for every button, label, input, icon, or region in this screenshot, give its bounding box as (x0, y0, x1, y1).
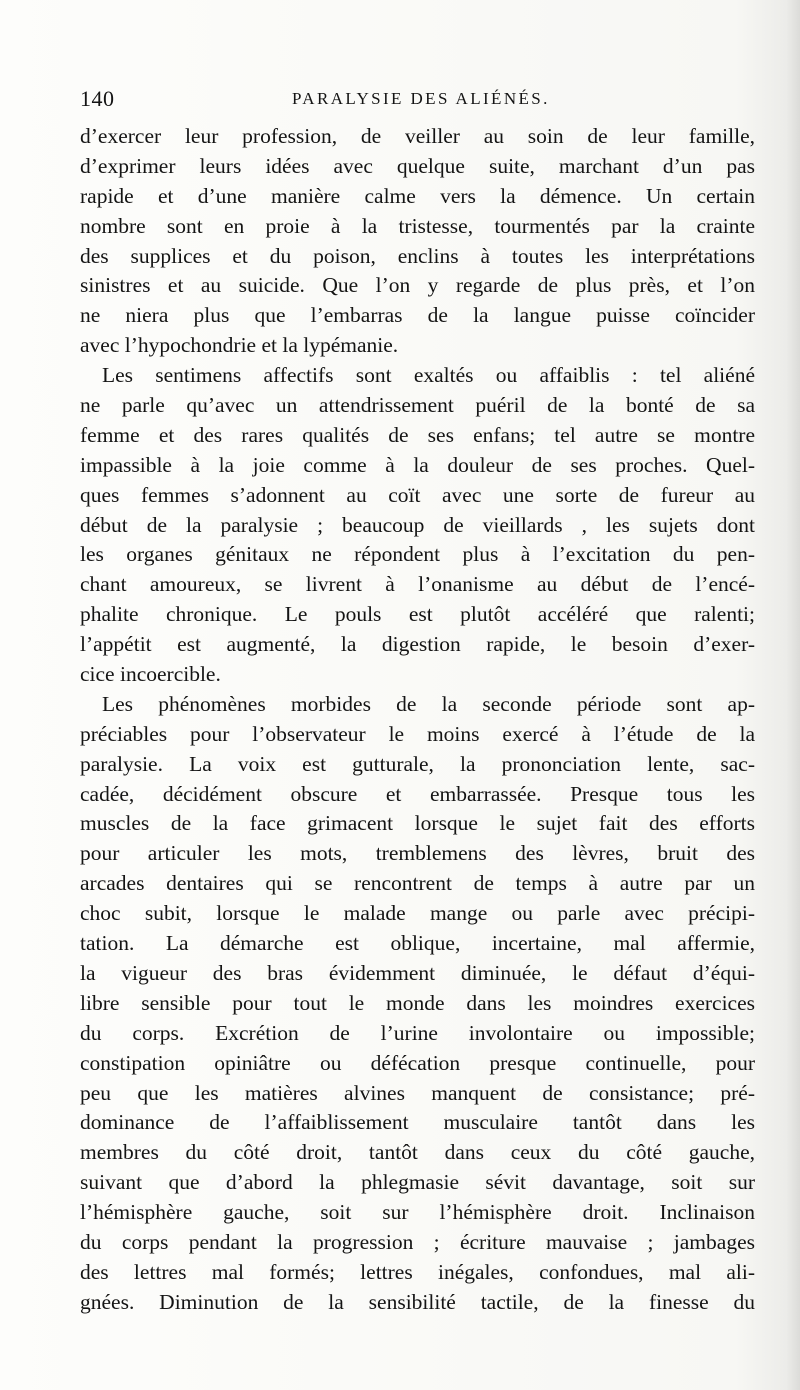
text-line: nombre sont en proie à la tristesse, tourmentés par la crainte (80, 213, 755, 238)
text-line: peu que les matières alvines manquent de consistance; pré- (80, 1080, 755, 1105)
text-line: arcades dentaires qui se rencontrent de temps à autre par un (80, 871, 755, 896)
text-line: femme et des rares qualités de ses enfans; tel autre se montre (80, 422, 755, 447)
text-line: constipation opiniâtre ou défécation presque continuelle, pour (80, 1050, 755, 1075)
text-line: d’exercer leur profession, de veiller au soin de leur famille, (80, 124, 755, 148)
text-line: les organes génitaux ne répondent plus à l’excitation du pen- (80, 542, 755, 567)
running-title: PARALYSIE DES ALIÉNÉS. (292, 89, 550, 108)
text-line: du corps pendant la progression ; écriture mauvaise ; jambages (80, 1229, 755, 1254)
text-line: phalite chronique. Le pouls est plutôt accéléré que ralenti; (80, 602, 755, 627)
text-line: du corps. Excrétion de l’urine involontaire ou impossible; (80, 1020, 755, 1045)
text-line: l’appétit est augmenté, la digestion rapide, le besoin d’exer- (80, 632, 755, 657)
text-line: impassible à la joie comme à la douleur de ses proches. Quel- (80, 452, 755, 477)
text-line: ne parle qu’avec un attendrissement puéril de la bonté de sa (80, 393, 755, 418)
text-line: l’hémisphère gauche, soit sur l’hémisphère droit. Inclinaison (80, 1200, 755, 1225)
text-line: pour articuler les mots, tremblemens des lèvres, bruit des (80, 841, 755, 866)
running-head (80, 86, 755, 114)
text-line: suivant que d’abord la phlegmasie sévit davantage, soit sur (80, 1170, 755, 1195)
text-line: d’exprimer leurs idées avec quelque suite, marchant d’un pas (80, 153, 755, 178)
body-text (80, 122, 755, 1318)
text-line: cadée, décidément obscure et embarrassée. Presque tous les (80, 781, 755, 806)
text-line: sinistres et au suicide. Que l’on y regarde de plus près, et l’on (80, 273, 755, 298)
text-line: chant amoureux, se livrent à l’onanisme au début de l’encé- (80, 572, 755, 597)
text-line: avec l’hypochondrie et la lypémanie. (80, 333, 399, 358)
paragraph-first-line: Les sentimens affectifs sont exaltés ou affaiblis : tel aliéné (102, 363, 755, 388)
text-line: muscles de la face grimacent lorsque le sujet fait des efforts (80, 811, 755, 836)
text-line: ne niera plus que l’embarras de la langue puisse coïncider (80, 303, 755, 328)
text-line: paralysie. La voix est gutturale, la prononciation lente, sac- (80, 751, 755, 776)
text-line: libre sensible pour tout le monde dans les moindres exercices (80, 990, 755, 1015)
text-line: des supplices et du poison, enclins à toutes les interprétations (80, 243, 755, 268)
text-line: gnées. Diminution de la sensibilité tactile, de la finesse du (80, 1289, 755, 1314)
text-line: dominance de l’affaiblissement musculaire tantôt dans les (80, 1110, 755, 1135)
page-number: 140 (80, 86, 115, 111)
text-line: cice incoercible. (80, 662, 221, 687)
text-line: tation. La démarche est oblique, incertaine, mal affermie, (80, 931, 755, 956)
text-line: ques femmes s’adonnent au coït avec une sorte de fureur au (80, 482, 755, 507)
text-line: des lettres mal formés; lettres inégales, confondues, mal ali- (80, 1259, 755, 1284)
text-line: début de la paralysie ; beaucoup de vieillards , les sujets dont (80, 512, 755, 537)
text-line: choc subit, lorsque le malade mange ou parle avec précipi- (80, 901, 755, 926)
paragraph-first-line: Les phénomènes morbides de la seconde période sont ap- (102, 691, 755, 716)
text-line: rapide et d’une manière calme vers la démence. Un certain (80, 183, 755, 208)
text-line: membres du côté droit, tantôt dans ceux du côté gauche, (80, 1140, 755, 1165)
page-gutter-shadow (786, 0, 800, 1390)
text-line: la vigueur des bras évidemment diminuée, le défaut d’équi- (80, 960, 755, 985)
text-line: préciables pour l’observateur le moins exercé à l’étude de la (80, 721, 755, 746)
